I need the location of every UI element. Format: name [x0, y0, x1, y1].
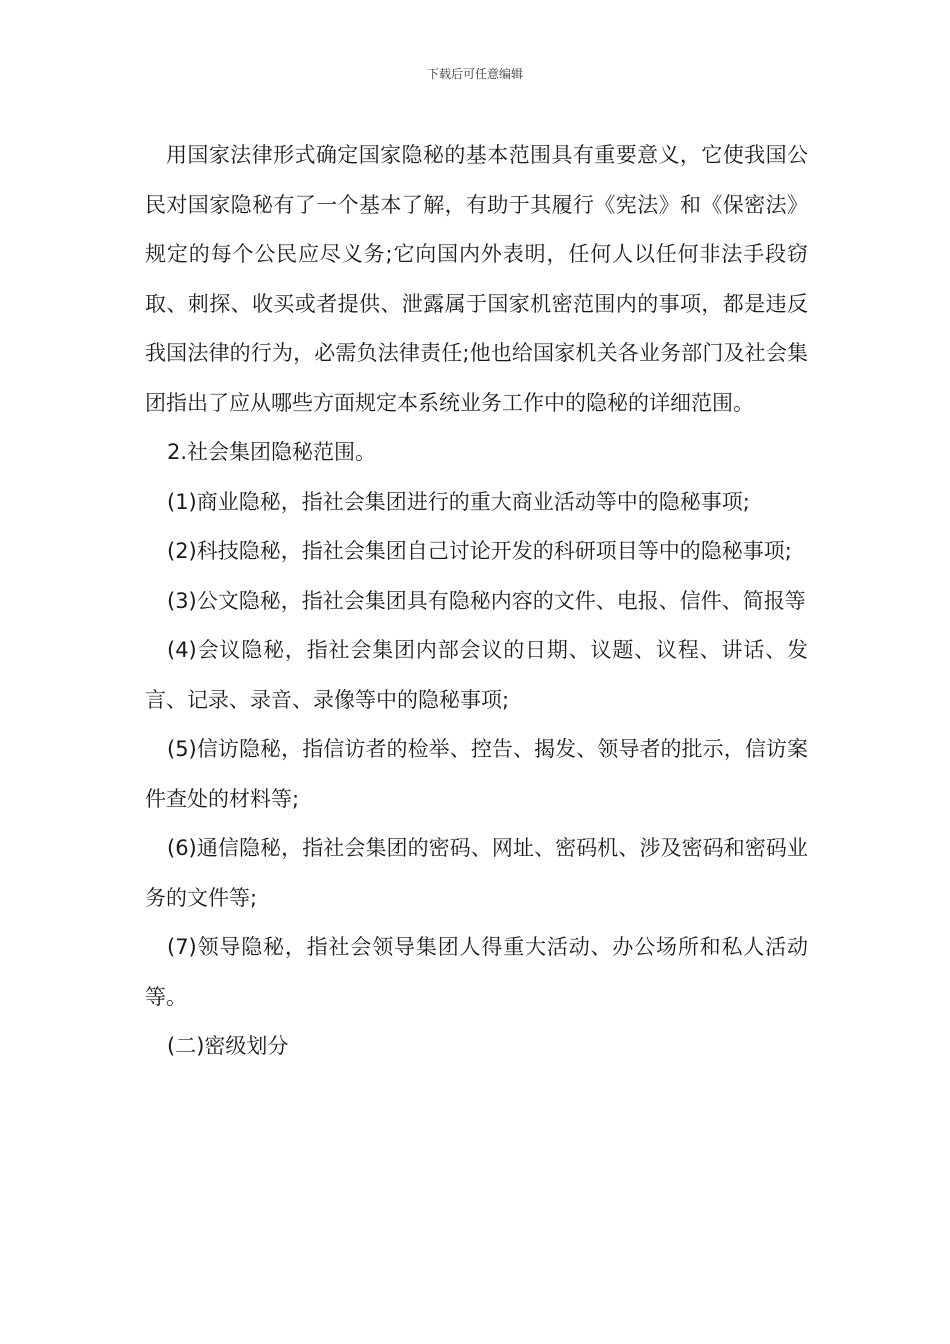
- paragraph-item-3: (3)公文隐秘，指社会集团具有隐秘内容的文件、电报、信件、简报等: [167, 588, 806, 613]
- page-header: 下载后可任意编辑: [426, 67, 523, 81]
- paragraph-item-2: (2)科技隐秘，指社会集团自己讨论开发的科研项目等中的隐秘事项;: [167, 539, 792, 563]
- paragraph-subheading: (二)密级划分: [167, 1034, 289, 1058]
- paragraph-item-6: (6)通信隐秘，指社会集团的密码、网址、密码机、涉及密码和密码业务的文件等;: [145, 836, 808, 910]
- paragraph-item-1: (1)商业隐秘，指社会集团进行的重大商业活动等中的隐秘事项;: [167, 489, 750, 514]
- document-body: [145, 131, 808, 1072]
- paragraph-section-heading: 2.社会集团隐秘范围。: [167, 440, 377, 464]
- paragraph-item-4: (4)会议隐秘，指社会集团内部会议的日期、议题、议程、讲话、发言、记录、录音、录像等中的隐秘事项;: [145, 638, 808, 712]
- paragraph-item-5: (5)信访隐秘，指信访者的检举、控告、揭发、领导者的批示，信访案件查处的材料等;: [145, 737, 808, 811]
- paragraph-item-7: (7)领导隐秘，指社会领导集团人得重大活动、办公场所和私人活动等。: [145, 935, 808, 1009]
- paragraph-intro: 用国家法律形式确定国家隐秘的基本范围具有重要意义，它使我国公民对国家隐秘有了一个基本了解，有助于其履行《宪法》和《保密法》规定的每个公民应尽义务;它向国内外表明，任何人以任何非法手段窃取、刺探、收买或者提供、泄露属于国家机密范围内的事项，都是违反我国法律的行为，必需负法律责任;他也给国家机关各业务部门及社会集团指出了应从哪些方面规定本系统业务工作中的隐秘的详细范围。: [145, 143, 808, 415]
